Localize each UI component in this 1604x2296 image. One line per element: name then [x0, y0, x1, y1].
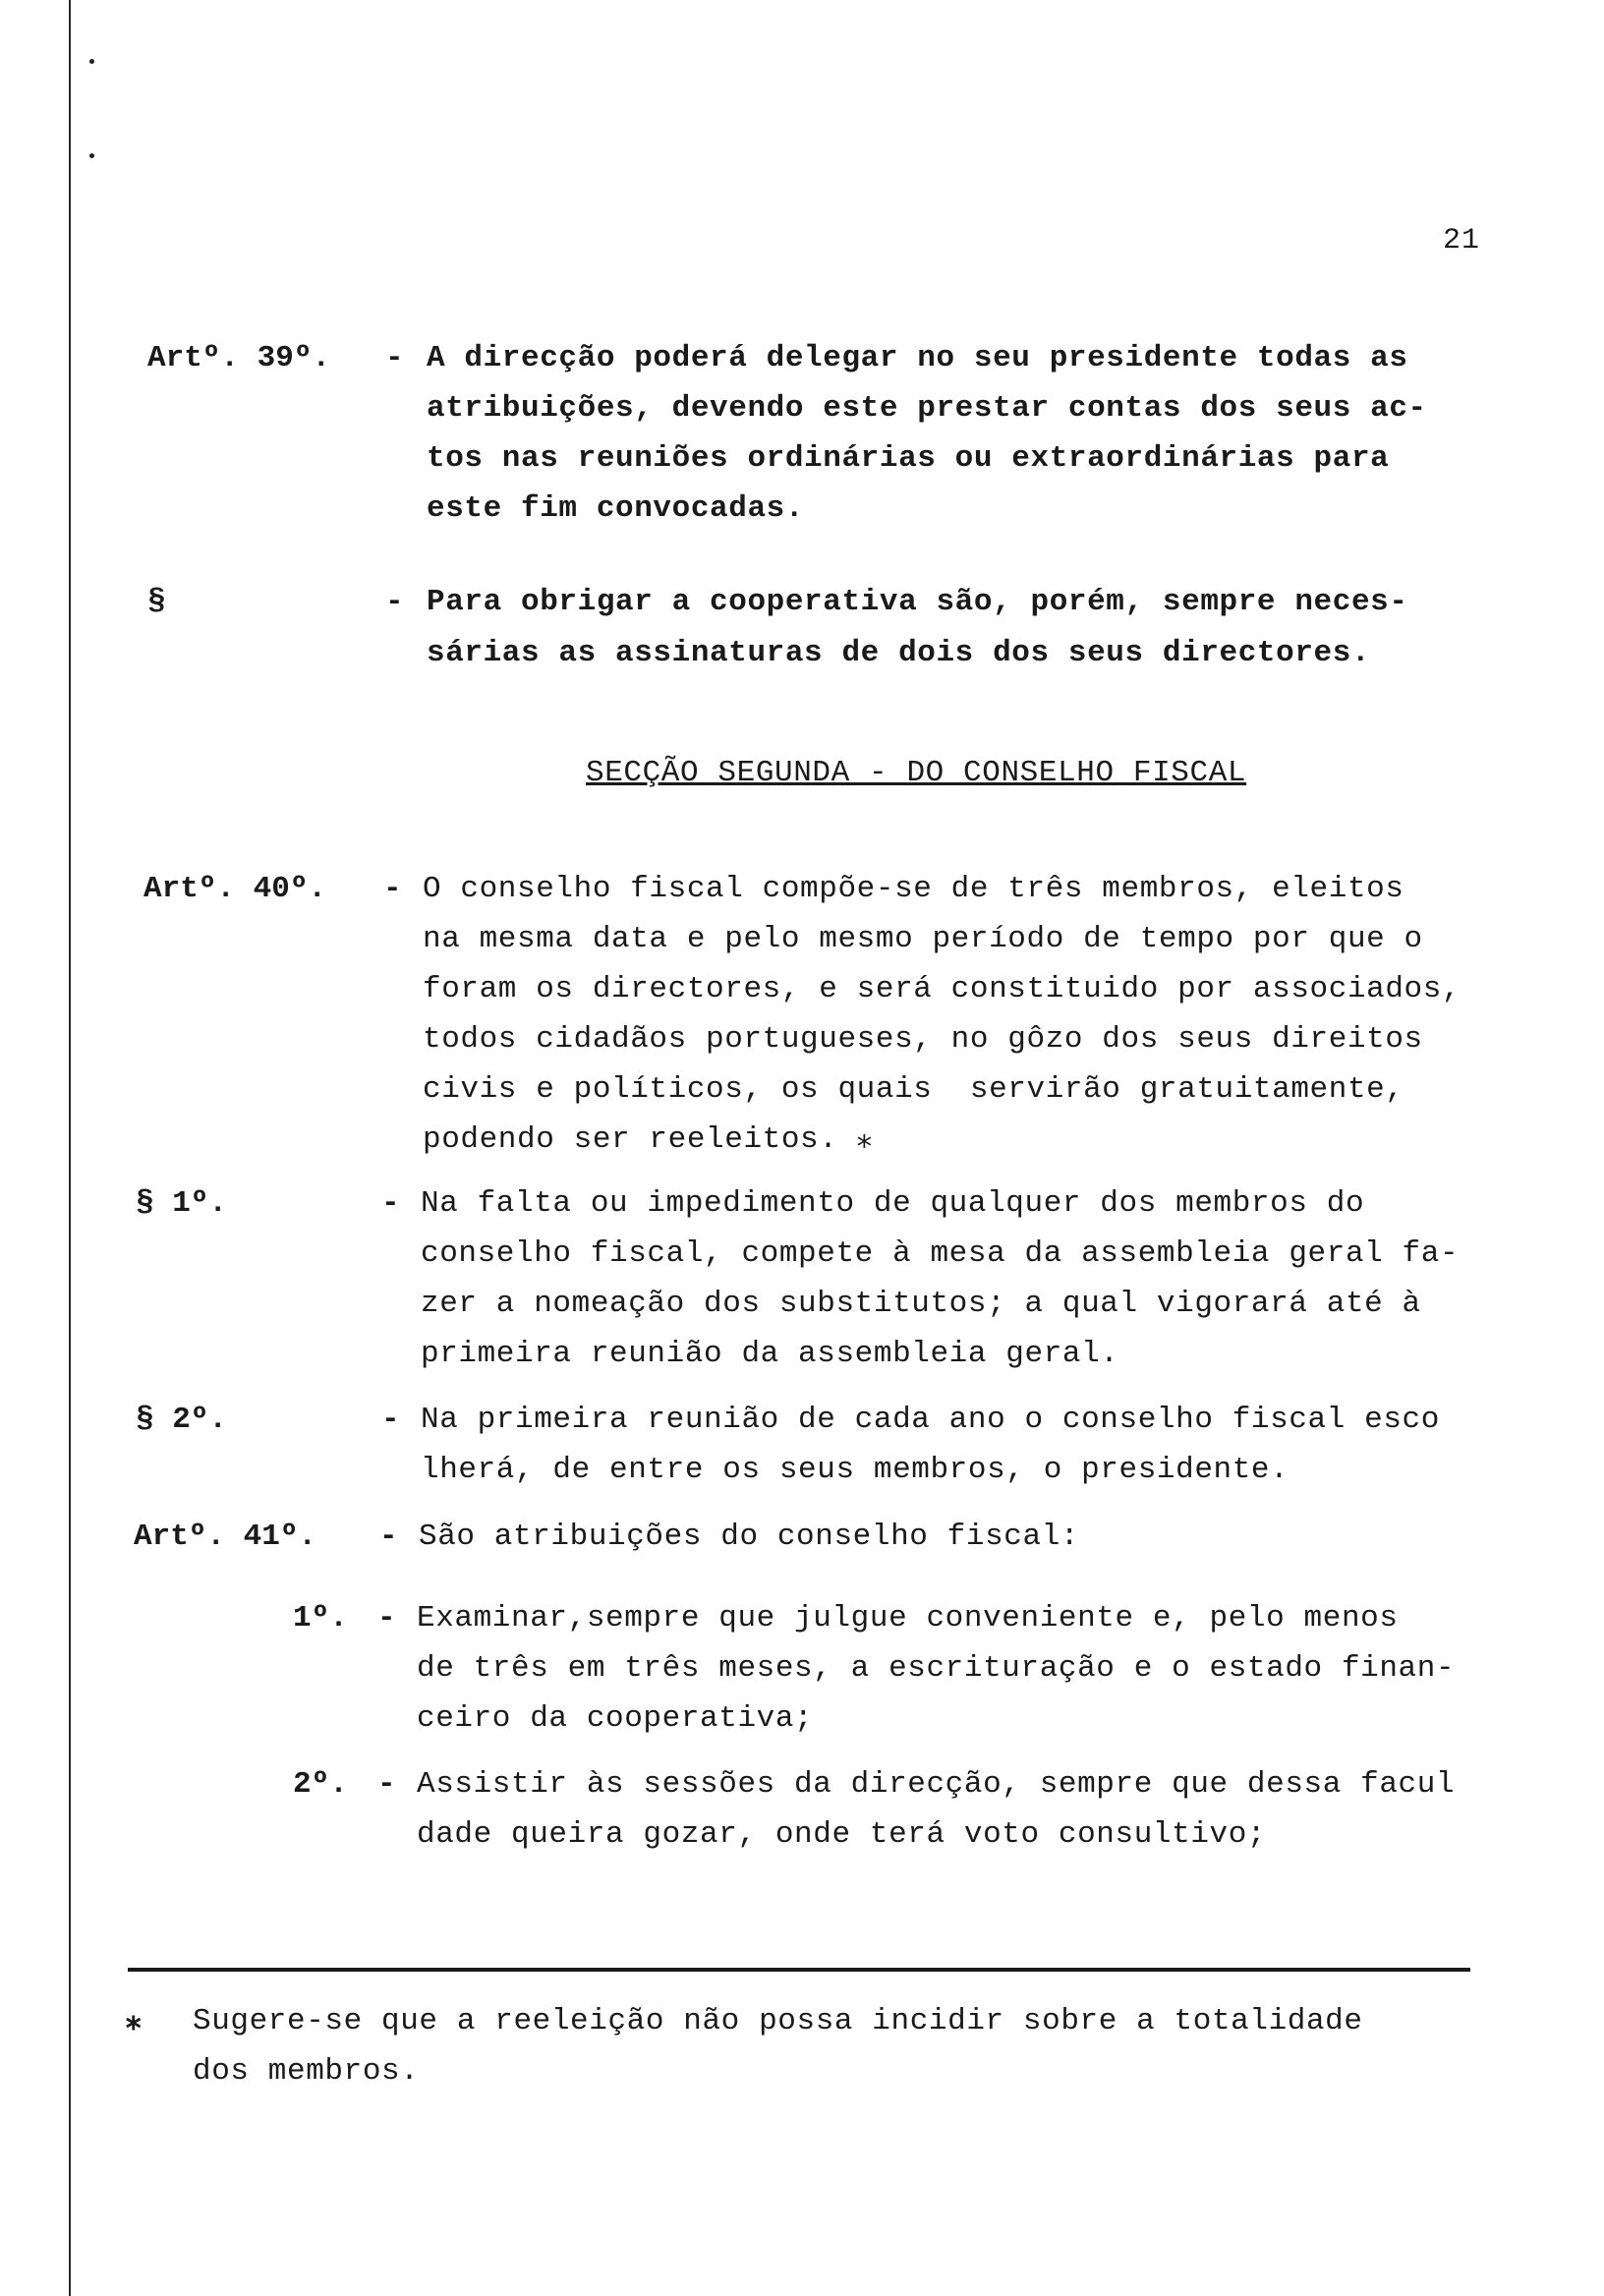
paragraph-1-line: zer a nomeação dos substitutos; a qual vigorará até à [421, 1287, 1421, 1321]
dash: - [383, 872, 402, 906]
dash: - [381, 1403, 400, 1437]
dash: - [385, 585, 404, 619]
dash: - [379, 1520, 398, 1554]
paragraph-1-line: conselho fiscal, compete à mesa da assembleia geral fa- [421, 1236, 1460, 1271]
article-39-line: A direcção poderá delegar no seu presidente todas as [427, 341, 1408, 375]
paragraph-1-label: § 1º. [136, 1186, 228, 1221]
page-edge-rule [69, 0, 71, 2296]
article-39-line: este fim convocadas. [427, 491, 805, 526]
article-40-line: civis e políticos, os quais servirão gratuitamente, [423, 1072, 1404, 1107]
paragraph-line: Para obrigar a cooperativa são, porém, sempre neces- [427, 585, 1408, 619]
item-2-line: dade queira gozar, onde terá voto consultivo; [417, 1817, 1267, 1852]
article-41-line: São atribuições do conselho fiscal: [419, 1520, 1080, 1554]
dash: - [377, 1601, 396, 1636]
item-2-label: 2º. [293, 1767, 348, 1802]
scan-speck [89, 153, 94, 158]
article-39-line: tos nas reuniões ordinárias ou extraordinárias para [427, 441, 1390, 476]
page-number: 21 [1443, 224, 1481, 258]
article-40-line: podendo ser reeleitos. ⁎ [423, 1122, 873, 1157]
article-40-line: foram os directores, e será constituido por associados, [423, 972, 1461, 1006]
section-heading: SECÇÃO SEGUNDA - DO CONSELHO FISCAL [586, 756, 1247, 790]
item-1-line: de três em três meses, a escrituração e o estado finan- [417, 1651, 1456, 1686]
footnote-line: Sugere-se que a reeleição não possa incidir sobre a totalidade [193, 2004, 1363, 2038]
item-2-line: Assistir às sessões da direcção, sempre que dessa facul [417, 1767, 1456, 1802]
footnote-line: dos membros. [193, 2054, 420, 2089]
article-40-line: todos cidadãos portugueses, no gôzo dos seus direitos [423, 1022, 1423, 1057]
paragraph-1-line: Na falta ou impedimento de qualquer dos membros do [421, 1186, 1365, 1221]
dash: - [385, 341, 404, 375]
paragraph-2-line: Na primeira reunião de cada ano o conselho fiscal esco [421, 1403, 1440, 1437]
paragraph-2-line: lherá, de entre os seus membros, o presidente. [421, 1453, 1289, 1487]
article-39-label: Artº. 39º. [147, 341, 331, 375]
item-1-label: 1º. [293, 1601, 348, 1636]
dash: - [381, 1186, 400, 1221]
article-40-line: na mesma data e pelo mesmo período de tempo por que o [423, 922, 1423, 956]
scan-speck [89, 59, 94, 64]
paragraph-2-label: § 2º. [136, 1403, 228, 1437]
item-1-line: Examinar,sempre que julgue conveniente e, pelo menos [417, 1601, 1399, 1636]
footnote-marker: ⁎ [126, 2004, 142, 2038]
article-39-line: atribuições, devendo este prestar contas dos seus ac- [427, 391, 1427, 426]
paragraph-mark: § [147, 585, 166, 619]
paragraph-1-line: primeira reunião da assembleia geral. [421, 1337, 1119, 1371]
item-1-line: ceiro da cooperativa; [417, 1701, 814, 1736]
footnote-separator [128, 1968, 1470, 1972]
dash: - [377, 1767, 396, 1802]
article-40-line: O conselho fiscal compõe-se de três membros, eleitos [423, 872, 1404, 906]
paragraph-line: sárias as assinaturas de dois dos seus directores. [427, 636, 1371, 670]
article-41-label: Artº. 41º. [134, 1520, 317, 1554]
article-40-label: Artº. 40º. [143, 872, 327, 906]
